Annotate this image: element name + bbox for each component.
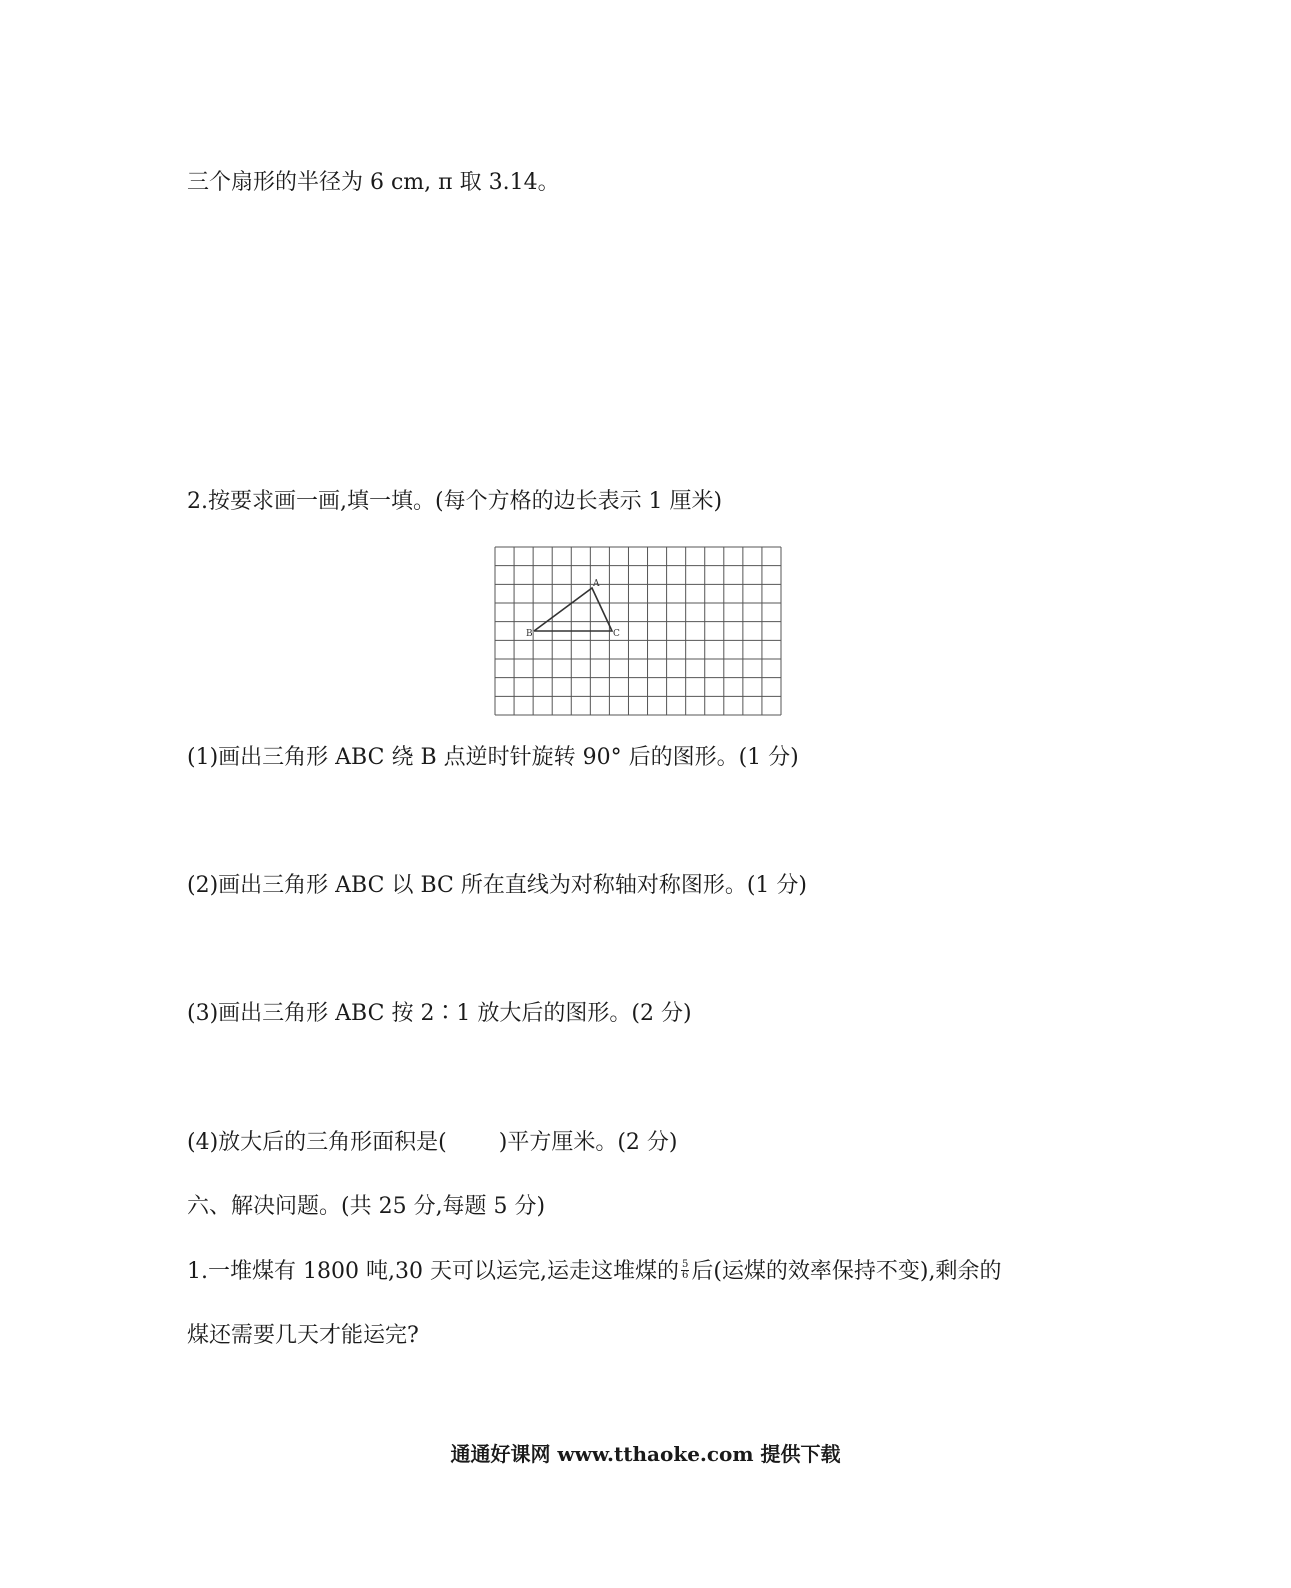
question-2-sub-1: (1)画出三角形 ABC 绕 B 点逆时针旋转 90° 后的图形。(1 分) xyxy=(187,745,799,770)
question-1-part-1: 1.一堆煤有 1800 吨,30 天可以运完,运走这堆煤的 xyxy=(187,1259,679,1284)
question-2-sub-3: (3)画出三角形 ABC 按 2∶1 放大后的图形。(2 分) xyxy=(187,1001,692,1026)
fraction xyxy=(681,1260,689,1281)
question-2-sub-4 xyxy=(187,1128,678,1158)
fraction-denominator: 6 xyxy=(681,1269,689,1281)
grid-figure xyxy=(494,546,782,716)
fraction-numerator: 5 xyxy=(681,1258,689,1270)
section-6-title: 六、解决问题。(共 25 分,每题 5 分) xyxy=(187,1194,546,1219)
question-2-sub-4-before: (4)放大后的三角形面积是( xyxy=(187,1130,447,1155)
section-6-question-1-line-2: 煤还需要几天才能运完? xyxy=(187,1323,419,1348)
question-2-sub-4-after: )平方厘米。(2 分) xyxy=(498,1130,678,1155)
question-2-title: 2.按要求画一画,填一填。(每个方格的边长表示 1 厘米) xyxy=(187,489,723,514)
footer-text: 通通好课网 www.tthaoke.com 提供下载 xyxy=(450,1442,841,1466)
intro-text: 三个扇形的半径为 6 cm, π 取 3.14。 xyxy=(187,170,560,195)
question-1-part-2: 后(运煤的效率保持不变),剩余的 xyxy=(691,1259,1002,1284)
section-6-question-1 xyxy=(187,1257,1002,1287)
point-label-a: A xyxy=(593,579,600,589)
question-2-sub-2: (2)画出三角形 ABC 以 BC 所在直线为对称轴对称图形。(1 分) xyxy=(187,873,807,898)
point-label-b: B xyxy=(526,629,533,639)
point-label-c: C xyxy=(613,629,620,639)
grid-svg xyxy=(494,546,782,716)
triangle-abc xyxy=(534,588,612,631)
